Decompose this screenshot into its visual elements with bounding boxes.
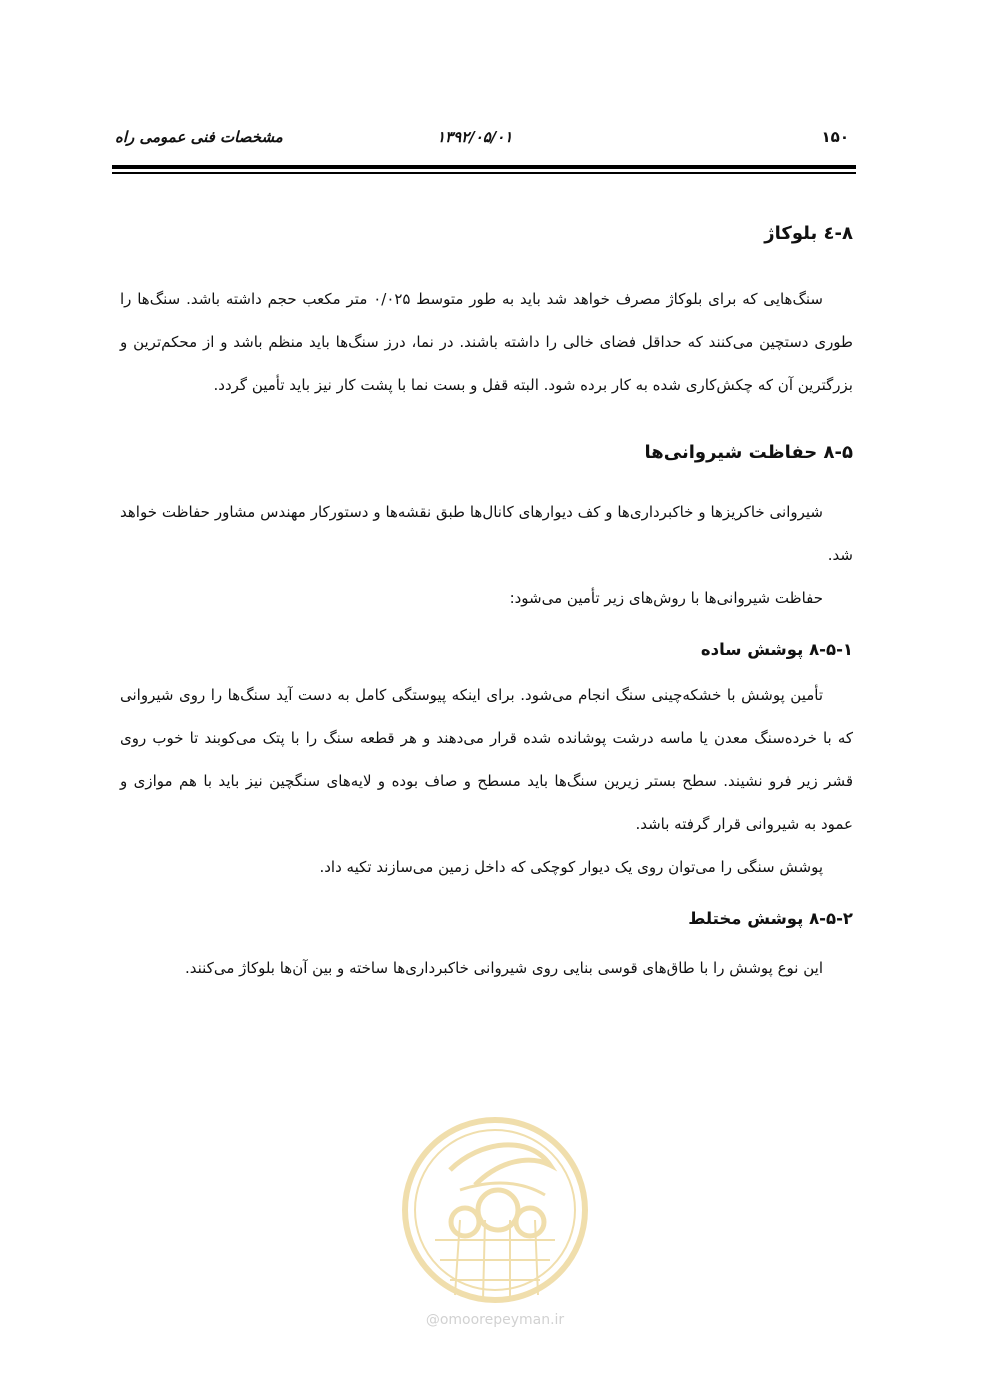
section-8-4-paragraph: سنگ‌هایی که برای بلوکاژ مصرف خواهد شد باید به طور متوسط ۰/۰۲۵ متر مکعب حجم داشته باشد. سنگ‌ها را طوری دستچین می‌کنند که حداقل فضای خالی را داشته باشند. در نما، درز سنگ‌ها باید منظم باشد و از محکم‌ترین و بزرگترین آن که چکش‌کاری شده به کار برده شود. البته قفل و بست نما با پشت کار نیز باید تأمین گردد. <box>120 290 853 394</box>
header-date: ۱۳۹۲/۰۵/۰۱ <box>437 128 513 146</box>
watermark-url: @omoorepeyman.ir <box>425 1312 565 1328</box>
section-8-5-paragraph-1: شیروانی خاکریزها و خاکبرداری‌ها و کف دیوارهای کانال‌ها طبق نقشه‌ها و دستورکار مهندس مشاور حفاظت خواهد شد. <box>120 503 853 564</box>
document-title: مشخصات فنی عمومی راه <box>115 128 283 146</box>
header-rule-thin <box>112 172 856 174</box>
header-rule-thick <box>112 165 856 169</box>
section-heading-8-5-2: ۸-۵-۲ پوشش مختلط <box>688 909 853 928</box>
watermark-logo <box>390 1110 600 1340</box>
page-number: ۱۵۰ <box>821 128 849 146</box>
page-header <box>115 128 855 156</box>
document-body <box>120 218 853 990</box>
section-heading-8-5: ۸-۵ حفاظت شیروانی‌ها <box>644 442 853 463</box>
section-heading-8-4: ۸-٤ بلوکاژ <box>764 223 853 244</box>
section-heading-8-5-1: ۸-۵-۱ پوشش ساده <box>700 640 853 659</box>
section-8-5-2-paragraph: این نوع پوشش را با طاق‌های قوسی بنایی روی شیروانی خاکبرداری‌ها ساخته و بین آن‌ها بلوکاژ می‌کنند. <box>184 959 823 977</box>
section-8-5-paragraph-2: حفاظت شیروانی‌ها با روش‌های زیر تأمین می‌شود: <box>509 589 823 607</box>
watermark-emblem-icon <box>390 1110 600 1310</box>
section-8-5-1-paragraph-2: پوشش سنگی را می‌توان روی یک دیوار کوچکی که داخل زمین می‌سازند تکیه داد. <box>319 858 823 876</box>
section-8-5-1-paragraph-1: تأمین پوشش با خشکه‌چینی سنگ انجام می‌شود. برای اینکه پیوستگی کامل به دست آید سنگ‌ها را روی شیروانی که با خرده‌سنگ معدن یا ماسه درشت پوشانده شده قرار می‌دهند و هر قطعه سنگ را با پتک می‌کوبند تا خوب روی قشر زیر فرو نشیند. سطح بستر زیرین سنگ‌ها باید مسطح و صاف بوده و لایه‌های سنگچین نیز باید با هم موازی و عمود به شیروانی قرار گرفته باشد. <box>120 686 853 833</box>
